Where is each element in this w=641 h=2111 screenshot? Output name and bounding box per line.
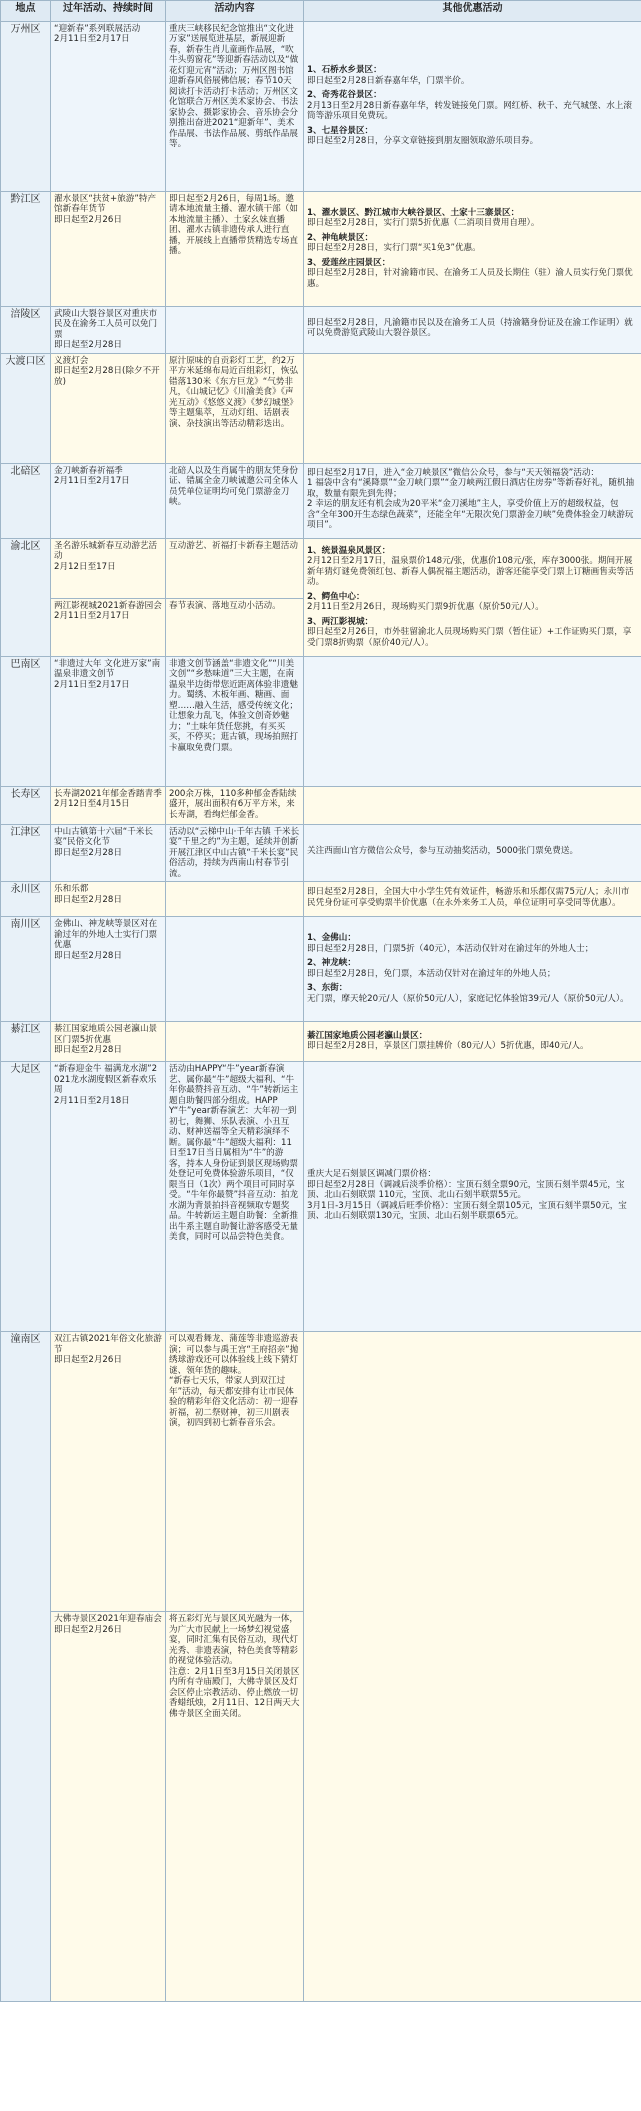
content-cell xyxy=(166,307,304,354)
location-cell: 綦江区 xyxy=(1,1022,51,1062)
other-offers-cell xyxy=(304,882,641,917)
offer-item xyxy=(307,958,638,979)
table-body xyxy=(1,22,641,2002)
table-row xyxy=(1,22,641,192)
table-row xyxy=(1,1062,641,1332)
offer-item-text: 2月13日至2月28日新春嘉年华，转发链接免门票。网红桥、秋千、充气城堡、水上滚筒等游乐项目免费玩。 xyxy=(307,100,632,122)
activity-cell xyxy=(51,598,166,656)
content-cell: 即日起至2月26日，每周1场。邀请本地流量主播、濯水镇干部（如本地流量主播）、土家幺妹直播团、濯水古镇非遗传承人进行直播，开展线上直播带货精选专场直播。 xyxy=(166,192,304,307)
other-offers-cell xyxy=(304,192,641,307)
content-cell: 活动由HAPPY“牛”year新春演艺、属你最“牛”超级大福利、“牛年你最赞抖音互动、“牛”转新运主题自助餐四部分组成。HAPPY“牛”year新春演艺：大年初一到初七，舞狮、乐队表演、小丑互动、财神送福等全天精彩演绎不断。属你最“牛”超级大福利：11日至17日当日属相为“牛”的游客，持本人身份证到景区现场购票处登记可免费体验游乐项目，“仅限当日（1次）两个项目可同时享受。“牛年你最赞”抖音互动：拍龙水湖为背景拍抖音视频取专题奖品。牛转新运主题自助餐：全新推出牛系主题自助餐让游客感受无量美食，同时可以品尝特色美食。 xyxy=(166,1062,304,1332)
activity-date: 即日起至2月28日(除夕不开放) xyxy=(54,366,160,387)
activity-date: 2月11日至2月17日 xyxy=(54,476,130,487)
activity-name: 金刀峡新春祈福季 xyxy=(54,465,123,476)
activity-cell xyxy=(51,1062,166,1332)
offer-item xyxy=(307,983,638,1004)
activity-cell xyxy=(51,882,166,917)
activity-date: 2月11日至2月18日 xyxy=(54,1095,130,1106)
offer-item-title: 3、爱莲丝庄园景区： xyxy=(307,257,391,268)
offer-intro: 即日起至2月28日，全国大中小学生凭有效证件，畅游乐和乐都仅需75元/人；永川市民凭身份证可享受购票半价优惠（在永外来务工人员，单位证明可享受同等优惠）。 xyxy=(307,887,630,908)
activity-date: 2月12日至4月15日 xyxy=(54,799,130,810)
location-cell: 巴南区 xyxy=(1,656,51,786)
offer-item xyxy=(307,1031,638,1052)
location-cell: 潼南区 xyxy=(1,1332,51,2002)
table-row xyxy=(1,786,641,824)
activity-cell xyxy=(51,1612,166,2002)
location-cell: 长寿区 xyxy=(1,786,51,824)
location-cell: 江津区 xyxy=(1,824,51,881)
offer-item-title: 1、金佛山： xyxy=(307,933,356,944)
activity-name: 长寿湖2021年郁金香踏青季 xyxy=(54,788,162,799)
activity-date: 2月11日至2月17日 xyxy=(54,679,130,690)
other-offers-cell xyxy=(304,786,641,824)
location-cell: 大渡口区 xyxy=(1,353,51,463)
table-row xyxy=(1,538,641,598)
activity-cell xyxy=(51,192,166,307)
activity-name: “新春迎金牛 福满龙水湖”2021龙水湖度假区新春欢乐周 xyxy=(54,1064,158,1096)
other-offers-cell xyxy=(304,1062,641,1332)
offer-item-title: 綦江国家地质公园老瀛山景区： xyxy=(307,1030,428,1041)
offer-item-title: 3、两江影视城： xyxy=(307,616,374,627)
content-cell: 互动游艺、祈福打卡新春主题活动 xyxy=(166,538,304,598)
activity-name: 中山古镇第十六届“千米长宴”民俗文化节 xyxy=(54,826,153,848)
other-offers-cell xyxy=(304,1332,641,2002)
offer-item-title: 2、神龙峡： xyxy=(307,958,356,969)
activity-name: 大佛寺景区2021年迎春庙会 xyxy=(54,1614,162,1625)
content-cell: 非遗文创节涵盖“非遗文化”“川美文创”“乡愁味道”三大主题，在南温泉半边街带您近距离体验非遗魅力。蜀绣、木板年画、糖画、面塑……融入生活，感受传统文化；让想象力乱飞，体验文创奇妙魅力；“土味年货任您挑，有买买买，不停买；逛古镇，现场拍照打卡赢取免费门票。 xyxy=(166,656,304,786)
offer-item-text: 无门票，摩天轮20元/人（原价50元/人），家庭记忆体验馆39元/人（原价50元/人）。 xyxy=(307,993,629,1004)
table-row xyxy=(1,1332,641,1612)
location-cell: 万州区 xyxy=(1,22,51,192)
offer-item xyxy=(307,933,638,954)
activity-cell xyxy=(51,656,166,786)
activity-cell xyxy=(51,917,166,1022)
content-cell: 重庆三峡移民纪念馆推出“文化进万家”送展览进基层，新展迎新春，新春生肖儿童画作品展，“吹牛头剪窗花”等迎新春活动以及“做花灯迎元宵”活动；万州区图书馆迎新春风俗展佛信展；春节10天阅读打卡活动打卡活动；万州区文化馆联合万州区美术家协会、书法家协会、摄影家协会、音乐协会分别推出奋进2021“迎新年”、美术作品展、书法作品展、剪纸作品展等。 xyxy=(166,22,304,192)
activity-name: 金佛山、神龙峡等景区对在渝过年的外地人士实行门票优惠 xyxy=(54,919,158,951)
offer-item-title: 2、神龟峡景区： xyxy=(307,232,374,243)
offer-intro: 重庆大足石刻景区调减门票价格： 即日起至2月28日（调减后淡季价格）：宝顶石刻全票90元，宝顶石刻半票45元，宝顶、北山石刻联票 110元，宝顶、北山石刻半联票55元。 3月1日-3月15日（调减后旺季价格）：宝顶石刻全票105元，宝顶石刻半票50元，宝顶、北山石刻联票130元，宝顶、北山石刻半联票65元。 xyxy=(307,1169,627,1222)
activity-cell xyxy=(51,307,166,354)
offer-item-text: 即日起至2月28日新春嘉年华，门票半价。 xyxy=(307,75,470,86)
location-cell: 涪陵区 xyxy=(1,307,51,354)
offer-item-text: 即日起至2月28日，实行门票“买1免3”优惠。 xyxy=(307,243,481,254)
offer-item-title: 2、奇秀花谷景区： xyxy=(307,90,382,101)
activity-cell xyxy=(51,353,166,463)
table-row xyxy=(1,307,641,354)
table-row xyxy=(1,463,641,538)
offer-intro: 关注西面山官方微信公众号，参与互动抽奖活动，5000张门票免费送。 xyxy=(307,846,579,857)
activity-name: “迎新春”系列联展活动 xyxy=(54,24,141,34)
content-cell xyxy=(166,882,304,917)
content-cell: 北碚人以及生肖属牛的朋友凭身份证、错属全金刀峡诚邀公司全体人员凭单位证明均可免门票游金刀峡。 xyxy=(166,463,304,538)
other-offers-cell xyxy=(304,1022,641,1062)
offer-item xyxy=(307,208,638,229)
activity-name: 圣名游乐城新春互动游艺活动 xyxy=(54,540,158,562)
offer-item-text: 即日起至2月28日，实行门票5折优惠（二消项目费用自理）。 xyxy=(307,218,540,229)
offer-item xyxy=(307,258,638,289)
other-offers-cell xyxy=(304,307,641,354)
activity-cell xyxy=(51,786,166,824)
offer-item-title: 3、七星谷景区： xyxy=(307,125,374,136)
activity-date: 即日起至2月28日 xyxy=(54,847,122,858)
content-cell: 将五彩灯光与景区风光融为一体，为广大市民献上一场梦幻视觉盛宴，同时汇集有民俗互动，现代灯光秀、非遗表演，特色美食等精彩的视觉体验活动。 注意：2月1日至3月15日关闭景区内所有寺庙殿门，大佛寺景区及灯会区停止宗教活动、停止燃放一切香蜡纸烛，2月11日、12日两天大佛寺景区全面关闭。 xyxy=(166,1612,304,2002)
activity-cell xyxy=(51,463,166,538)
offer-item xyxy=(307,546,638,588)
activity-date: 2月11日至2月17日 xyxy=(54,34,130,45)
offer-item-text: 即日起至2月26日，市外驻留渝北人员现场购买门票（暂住证）+工作证购买门票，享受门票8折购票（原价40元/人）。 xyxy=(307,627,632,648)
location-cell: 黔江区 xyxy=(1,192,51,307)
activity-cell xyxy=(51,1332,166,1612)
location-cell: 北碚区 xyxy=(1,463,51,538)
offer-item-text: 即日起至2月28日，门票5折（40元），本活动仅针对在渝过年的外地人士； xyxy=(307,943,594,954)
location-cell: 渝北区 xyxy=(1,538,51,656)
activity-date: 即日起至2月26日 xyxy=(54,214,122,225)
activity-date: 即日起至2月28日 xyxy=(54,950,122,961)
other-offers-cell xyxy=(304,353,641,463)
header-location: 地点 xyxy=(1,1,51,22)
offer-item-text: 即日起至2月28日，免门票，本活动仅针对在渝过年的外地人员； xyxy=(307,968,556,979)
content-cell: 原汁原味的自贡彩灯工艺，约2万平方米延绵布局近百组彩灯，恢弘错落130米《东方巨龙》“气势非凡，《山城记忆》《川渝美食》《声光互动》《悠悠义渡》《梦幻城堡》等主题集萃，互动灯组、话剧表演、杂技演出等活动精彩迭出。 xyxy=(166,353,304,463)
activity-date: 2月12日至17日 xyxy=(54,561,116,572)
activity-date: 即日起至2月28日 xyxy=(54,340,122,351)
offer-item-text: 即日起至2月28日，针对渝籍市民、在渝务工人员及长期住（驻）渝人员实行免门票优惠。 xyxy=(307,268,633,289)
activity-date: 即日起至2月28日 xyxy=(54,1045,122,1056)
location-cell: 永川区 xyxy=(1,882,51,917)
content-cell: 可以观看舞龙、蒲莲等非遗巡游表演；可以参与禹王宫“王府招亲”抛绣球游戏还可以体验线上线下猜灯谜、领年货的趣味。 “新春七天乐，带家人到双江过年”活动，每天都安排有让市民体验的精彩年俗文化活动：初一迎春祈福，初二祭财神，初三川剧表演，初四到初七新春音乐会。 xyxy=(166,1332,304,1612)
location-cell: 大足区 xyxy=(1,1062,51,1332)
activity-name: 义渡灯会 xyxy=(54,355,89,366)
table-header xyxy=(1,1,641,22)
offer-item-title: 1、统景温泉风景区： xyxy=(307,545,391,556)
activity-cell xyxy=(51,824,166,881)
content-cell: 春节表演、落地互动小活动。 xyxy=(166,598,304,656)
other-offers-cell xyxy=(304,656,641,786)
offer-item-title: 1、石桥水乡景区： xyxy=(307,65,382,76)
table-row xyxy=(1,882,641,917)
header-other: 其他优惠活动 xyxy=(304,1,641,22)
activity-cell xyxy=(51,1022,166,1062)
offer-item-text: 即日起至2月28日，享景区门票挂牌价（80元/人）5折优惠，即40元/人。 xyxy=(307,1041,589,1052)
other-offers-cell xyxy=(304,22,641,192)
offer-item xyxy=(307,65,638,86)
activity-name: 两江影视城2021新春游园会 xyxy=(54,600,162,611)
offer-item xyxy=(307,126,638,147)
header-content: 活动内容 xyxy=(166,1,304,22)
table-row xyxy=(1,824,641,881)
table-row xyxy=(1,192,641,307)
activity-date: 即日起至2月26日 xyxy=(54,1624,122,1635)
offer-item xyxy=(307,90,638,121)
offer-item xyxy=(307,592,638,613)
offer-intro: 即日起至2月28日，凡渝籍市民以及在渝务工人员（持渝籍身份证及在渝工作证明）就可以免费游览武陵山大裂谷景区。 xyxy=(307,317,633,339)
activity-name: 双江古镇2021年俗文化旅游节 xyxy=(54,1334,162,1355)
activity-cell xyxy=(51,22,166,192)
activity-name: 武陵山大裂谷景区对重庆市民及在渝务工人员可以免门票 xyxy=(54,309,158,340)
other-offers-cell xyxy=(304,538,641,656)
activity-date: 即日起至2月26日 xyxy=(54,1355,122,1366)
offer-item-text: 2月12日至2月17日，温泉票价148元/张，优惠价108元/张，库存3000张。期间开展新年猜灯谜免费领红包、新春人偶祝福主题活动，游客还能享受门票上订糖画售卖等活动。 xyxy=(307,556,634,588)
table-row xyxy=(1,917,641,1022)
activity-cell xyxy=(51,538,166,598)
content-cell: 200余万株，110多种郁金香陆续盛开，展出面积有6万平方米，来长寿湖，看绚烂郁金香。 xyxy=(166,786,304,824)
header-activity: 过年活动、持续时间 xyxy=(51,1,166,22)
offer-item-text: 即日起至2月28日，分享文章链接到朋友圈领取游乐项目券。 xyxy=(307,136,539,147)
other-offers-cell xyxy=(304,824,641,881)
activity-name: “非遗过大年 文化进万家”南温泉非遗文创节 xyxy=(54,658,161,680)
content-cell: 活动以“云梯中山·千年古镇 千米长宴”千里之约”为主题，延续并创新开展江津区中山古镇“千米长宴”民俗活动，持续为西南山村春节引流。 xyxy=(166,824,304,881)
activity-name: 乐和乐都 xyxy=(54,884,89,895)
table-row xyxy=(1,656,641,786)
other-offers-cell xyxy=(304,463,641,538)
location-cell: 南川区 xyxy=(1,917,51,1022)
activity-date: 2月11日至2月17日 xyxy=(54,611,130,622)
table-row xyxy=(1,353,641,463)
offer-item-text: 2月11日至2月26日，现场购买门票9折优惠（原价50元/人）。 xyxy=(307,602,544,613)
activity-name: 濯水景区“扶贫+旅游”特产馆新春年货节 xyxy=(54,194,157,215)
activity-name: 綦江国家地质公园老瀛山景区门票5折优惠 xyxy=(54,1024,158,1045)
offer-item xyxy=(307,617,638,648)
offer-item-title: 1、濯水景区、黔江城市大峡谷景区、土家十三寨景区： xyxy=(307,207,520,218)
offer-item-title: 2、鳄鱼中心： xyxy=(307,591,365,602)
other-offers-cell xyxy=(304,917,641,1022)
table-row xyxy=(1,1022,641,1062)
content-cell xyxy=(166,917,304,1022)
offer-item xyxy=(307,233,638,254)
activity-date: 即日起至2月28日 xyxy=(54,894,122,905)
content-cell xyxy=(166,1022,304,1062)
offer-intro: 即日起至2月17日，进入“金刀峡景区”微信公众号，参与“天天领福袋”活动： 1 福袋中含有“溪降票”“金刀峡门票”“金刀峡两江假日酒店住房券”等新春好礼，随机抽取，数量有限先到先得； 2 幸运的朋友还有机会成为20平米“金刀溪地”主人，享受价值上万的超级权益，包含“全年300开生态绿色蔬菜”，还能全年“无限次免门票游金刀峡”免费体验金刀峡游玩项目”。 xyxy=(307,467,635,531)
offer-item-title: 3、东街： xyxy=(307,983,348,994)
